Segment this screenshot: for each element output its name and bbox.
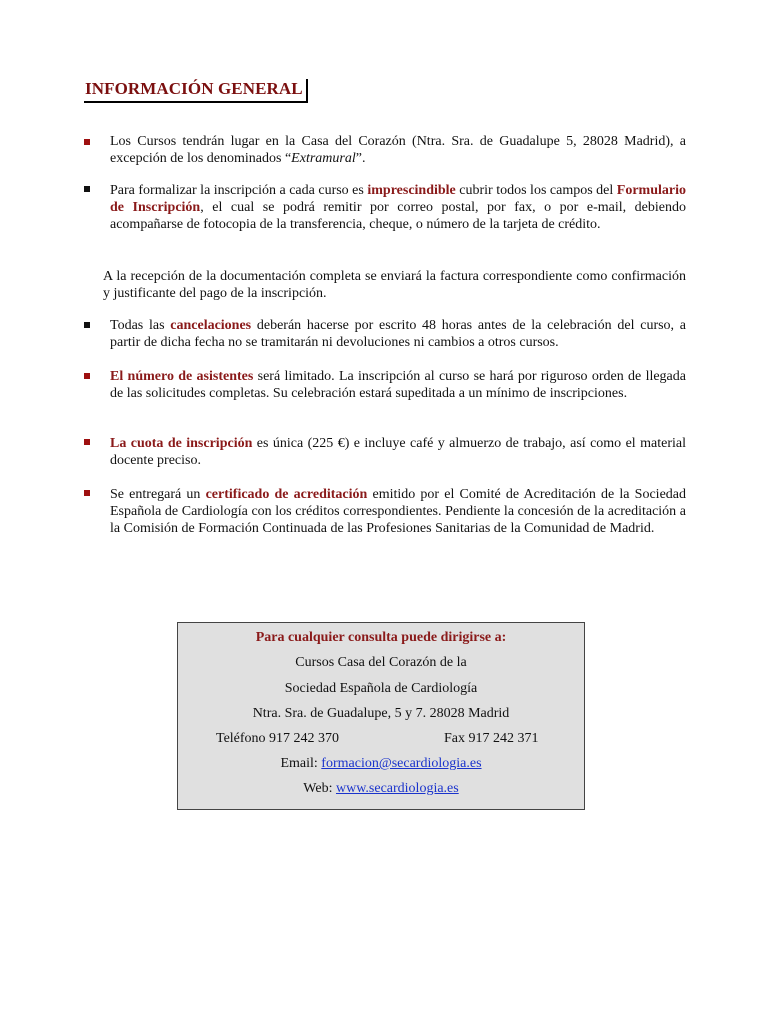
contact-org-line1: Cursos Casa del Corazón de la [295, 655, 467, 670]
bullet-icon [84, 490, 90, 496]
page-title: INFORMACIÓN GENERAL [84, 79, 308, 103]
list-item-attendees: El número de asistentes será limitado. La inscripción al curso se hará por riguroso orden de llegada de las solicitudes completas. Su celebración estará supeditada a un mínimo de inscripciones. [110, 369, 686, 401]
list-item-venue: Los Cursos tendrán lugar en la Casa del Corazón (Ntra. Sra. de Guadalupe 5, 28028 Madrid), a excepción de los denominados “Extramural”. [110, 134, 686, 166]
website-link[interactable]: www.secardiologia.es [335, 781, 459, 796]
contact-box [177, 622, 585, 810]
contact-fax: Fax 917 242 371 [444, 731, 539, 746]
contact-phone: Teléfono 917 242 370 [216, 731, 340, 746]
list-item-certificate: Se entregará un certificado de acreditación emitido por el Comité de Acreditación de la Sociedad Española de Cardiología con los créditos correspondientes. Pendiente la concesión de la acreditación a la Comisión de Formación Continuada de las Profesiones Sanitarias de la Comunidad de Madrid. [110, 487, 686, 536]
list-item-registration: Para formalizar la inscripción a cada curso es imprescindible cubrir todos los campos del Formulario de Inscripción, el cual se podrá remitir por correo postal, por fax, o por e-mail, debiendo acompañarse de fotocopia de la transferencia, cheque, o número de la tarjeta de crédito. [110, 183, 686, 232]
contact-web-row: Web: www.secardiologia.es [303, 781, 459, 796]
bullet-icon [84, 439, 90, 445]
bullet-icon [84, 373, 90, 379]
contact-email-row: Email: formacion@secardiologia.es [280, 756, 482, 771]
contact-heading: Para cualquier consulta puede dirigirse a: [255, 630, 507, 645]
confirmation-note: A la recepción de la documentación completa se enviará la factura correspondiente como confirmación y justificante del pago de la inscripción. [103, 269, 686, 301]
list-item-fee: La cuota de inscripción es única (225 €) e incluye café y almuerzo de trabajo, así como el material docente preciso. [110, 436, 686, 468]
list-item-cancellations: Todas las cancelaciones deberán hacerse por escrito 48 horas antes de la celebración del curso, a partir de dicha fecha no se tramitarán ni devoluciones ni cambios a otros cursos. [110, 318, 686, 350]
email-link[interactable]: formacion@secardiologia.es [321, 756, 482, 771]
registration-form-label: Formulario de Inscripción [110, 183, 686, 215]
bullet-icon [84, 186, 90, 192]
bullet-icon [84, 322, 90, 328]
contact-org-line2: Sociedad Española de Cardiología [284, 681, 478, 696]
bullet-icon [84, 139, 90, 145]
contact-address: Ntra. Sra. de Guadalupe, 5 y 7. 28028 Madrid [252, 706, 510, 721]
